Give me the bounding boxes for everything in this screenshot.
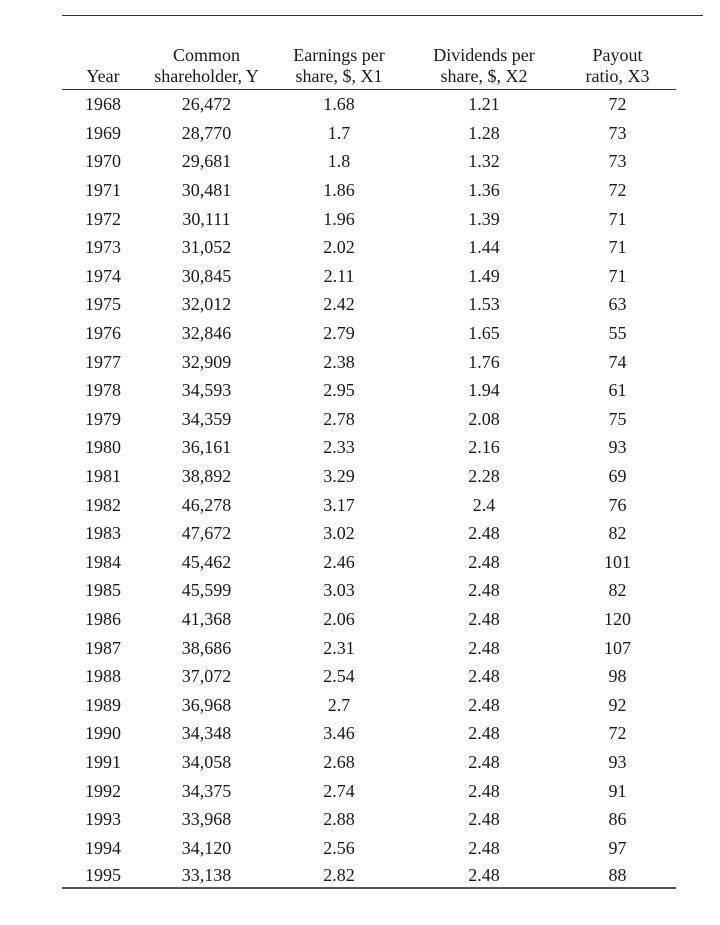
cell-common-shareholder: 47,672 [181, 523, 232, 544]
cell-earnings-per-share: 2.54 [323, 666, 355, 687]
table-row [62, 690, 676, 719]
header-dividends-per-share-line1: Dividends per [433, 45, 535, 65]
cell-common-shareholder: 34,375 [181, 780, 232, 801]
table-row [62, 605, 676, 634]
cell-year: 1978 [85, 380, 121, 401]
cell-payout-ratio: 101 [604, 551, 631, 572]
table-row [62, 147, 676, 176]
cell-dividends-per-share: 2.48 [468, 666, 500, 687]
cell-dividends-per-share: 2.48 [468, 608, 500, 629]
cell-payout-ratio: 91 [608, 780, 627, 801]
cell-payout-ratio: 74 [608, 351, 627, 372]
cell-payout-ratio: 93 [608, 751, 627, 772]
table-row [62, 90, 676, 119]
cell-earnings-per-share: 3.03 [323, 580, 355, 601]
cell-dividends-per-share: 2.48 [468, 751, 500, 772]
cell-payout-ratio: 71 [608, 208, 627, 229]
cell-dividends-per-share: 1.44 [468, 237, 500, 258]
cell-dividends-per-share: 2.48 [468, 694, 500, 715]
cell-payout-ratio: 55 [608, 323, 627, 344]
cell-payout-ratio: 73 [608, 122, 627, 143]
cell-year: 1982 [85, 494, 121, 515]
cell-common-shareholder: 28,770 [181, 122, 232, 143]
cell-common-shareholder: 38,686 [181, 637, 232, 658]
cell-earnings-per-share: 1.96 [323, 208, 355, 229]
cell-payout-ratio: 63 [608, 294, 627, 315]
cell-year: 1984 [85, 551, 121, 572]
cell-year: 1983 [85, 523, 121, 544]
table-row [62, 176, 676, 205]
cell-common-shareholder: 34,120 [181, 837, 232, 858]
header-row [62, 45, 676, 90]
table-row [62, 776, 676, 805]
cell-earnings-per-share: 2.11 [323, 265, 355, 286]
cell-payout-ratio: 72 [608, 723, 627, 744]
cell-dividends-per-share: 1.53 [468, 294, 500, 315]
cell-earnings-per-share: 1.7 [327, 122, 351, 143]
cell-common-shareholder: 30,111 [182, 208, 231, 229]
cell-payout-ratio: 69 [608, 466, 627, 487]
cell-payout-ratio: 120 [604, 608, 631, 629]
cell-dividends-per-share: 2.4 [472, 494, 496, 515]
cell-dividends-per-share: 1.65 [468, 323, 500, 344]
table-row [62, 862, 676, 888]
table-row [62, 805, 676, 834]
cell-earnings-per-share: 2.95 [323, 380, 355, 401]
cell-payout-ratio: 98 [608, 666, 627, 687]
cell-dividends-per-share: 2.48 [409, 862, 559, 888]
cell-earnings-per-share: 1.86 [323, 180, 355, 201]
table-row [62, 748, 676, 777]
cell-year: 1993 [85, 809, 121, 830]
cell-dividends-per-share: 1.76 [468, 351, 500, 372]
header-common-shareholder [144, 45, 269, 90]
table-row [62, 662, 676, 691]
cell-common-shareholder: 34,359 [181, 408, 232, 429]
table-row [62, 719, 676, 748]
cell-common-shareholder: 34,058 [181, 751, 232, 772]
cell-earnings-per-share: 2.56 [323, 837, 355, 858]
cell-dividends-per-share: 2.28 [468, 466, 500, 487]
cell-common-shareholder: 29,681 [181, 151, 232, 172]
cell-year: 1994 [85, 837, 121, 858]
cell-dividends-per-share: 2.48 [468, 780, 500, 801]
cell-earnings-per-share: 2.02 [323, 237, 355, 258]
cell-common-shareholder: 34,348 [181, 723, 232, 744]
cell-common-shareholder: 32,012 [181, 294, 232, 315]
cell-year: 1974 [85, 265, 121, 286]
cell-year: 1990 [85, 723, 121, 744]
cell-earnings-per-share: 2.7 [327, 694, 351, 715]
cell-earnings-per-share: 2.88 [323, 809, 355, 830]
cell-earnings-per-share: 2.68 [323, 751, 355, 772]
header-dividends-per-share-line2: share, $, X2 [440, 66, 528, 86]
cell-year: 1986 [85, 608, 121, 629]
cell-year: 1981 [85, 466, 121, 487]
cell-earnings-per-share: 2.78 [323, 408, 355, 429]
cell-earnings-per-share: 2.82 [269, 862, 409, 888]
cell-dividends-per-share: 2.08 [468, 408, 500, 429]
cell-year: 1976 [85, 323, 121, 344]
cell-payout-ratio: 88 [559, 862, 676, 888]
table-row [62, 233, 676, 262]
header-earnings-per-share-line2: share, $, X1 [295, 66, 383, 86]
cell-payout-ratio: 92 [608, 694, 627, 715]
cell-common-shareholder: 37,072 [181, 666, 232, 687]
table-body [62, 90, 676, 889]
cell-earnings-per-share: 3.17 [323, 494, 355, 515]
cell-dividends-per-share: 1.94 [468, 380, 500, 401]
table-row [62, 490, 676, 519]
header-payout-ratio-line1: Payout [592, 45, 643, 65]
header-year-line2: Year [86, 66, 120, 86]
cell-dividends-per-share: 1.21 [468, 94, 500, 115]
cell-earnings-per-share: 2.33 [323, 437, 355, 458]
cell-dividends-per-share: 1.49 [468, 265, 500, 286]
cell-dividends-per-share: 2.48 [468, 523, 500, 544]
cell-year: 1969 [85, 122, 121, 143]
cell-earnings-per-share: 2.74 [323, 780, 355, 801]
cell-year: 1977 [85, 351, 121, 372]
cell-common-shareholder: 34,593 [181, 380, 232, 401]
table-row [62, 519, 676, 548]
cell-common-shareholder: 41,368 [181, 608, 232, 629]
cell-earnings-per-share: 2.38 [323, 351, 355, 372]
table-row [62, 833, 676, 862]
cell-payout-ratio: 71 [608, 237, 627, 258]
cell-year: 1995 [62, 862, 144, 888]
cell-earnings-per-share: 1.8 [327, 151, 351, 172]
cell-payout-ratio: 71 [608, 265, 627, 286]
cell-payout-ratio: 72 [608, 180, 627, 201]
cell-year: 1992 [85, 780, 121, 801]
table-row [62, 119, 676, 148]
cell-common-shareholder: 26,472 [181, 94, 232, 115]
cell-payout-ratio: 72 [608, 94, 627, 115]
table-row [62, 262, 676, 291]
cell-payout-ratio: 75 [608, 408, 627, 429]
cell-common-shareholder: 33,138 [144, 862, 269, 888]
cell-year: 1980 [85, 437, 121, 458]
cell-earnings-per-share: 1.68 [323, 94, 355, 115]
cell-common-shareholder: 36,161 [181, 437, 232, 458]
cell-common-shareholder: 32,846 [181, 323, 232, 344]
header-common-shareholder-line2: shareholder, Y [154, 66, 259, 86]
cell-year: 1991 [85, 751, 121, 772]
cell-dividends-per-share: 2.48 [468, 637, 500, 658]
cell-year: 1979 [85, 408, 121, 429]
cell-dividends-per-share: 2.16 [468, 437, 500, 458]
header-year [62, 45, 144, 90]
table-row [62, 405, 676, 434]
header-payout-ratio [559, 45, 676, 90]
cell-payout-ratio: 107 [604, 637, 631, 658]
cell-dividends-per-share: 2.48 [468, 580, 500, 601]
cell-year: 1988 [85, 666, 121, 687]
table-row [62, 633, 676, 662]
cell-earnings-per-share: 2.31 [323, 637, 355, 658]
cell-payout-ratio: 76 [608, 494, 627, 515]
cell-dividends-per-share: 2.48 [468, 809, 500, 830]
table-row [62, 548, 676, 577]
top-rule [62, 15, 703, 16]
cell-dividends-per-share: 1.36 [468, 180, 500, 201]
table-row [62, 576, 676, 605]
cell-year: 1968 [85, 94, 121, 115]
header-earnings-per-share-line1: Earnings per [293, 45, 385, 65]
cell-dividends-per-share: 2.48 [468, 551, 500, 572]
table-row [62, 290, 676, 319]
cell-common-shareholder: 32,909 [181, 351, 232, 372]
cell-common-shareholder: 45,462 [181, 551, 232, 572]
cell-payout-ratio: 61 [608, 380, 627, 401]
cell-year: 1970 [85, 151, 121, 172]
table-row [62, 376, 676, 405]
cell-dividends-per-share: 1.28 [468, 122, 500, 143]
cell-payout-ratio: 73 [608, 151, 627, 172]
cell-year: 1972 [85, 208, 121, 229]
cell-common-shareholder: 45,599 [181, 580, 232, 601]
cell-year: 1971 [85, 180, 121, 201]
cell-earnings-per-share: 2.06 [323, 608, 355, 629]
table-row [62, 347, 676, 376]
cell-earnings-per-share: 2.79 [323, 323, 355, 344]
cell-year: 1989 [85, 694, 121, 715]
cell-dividends-per-share: 2.48 [468, 723, 500, 744]
cell-common-shareholder: 30,845 [181, 265, 232, 286]
cell-common-shareholder: 30,481 [181, 180, 232, 201]
cell-common-shareholder: 33,968 [181, 809, 232, 830]
cell-payout-ratio: 86 [608, 809, 627, 830]
cell-year: 1985 [85, 580, 121, 601]
cell-year: 1987 [85, 637, 121, 658]
cell-earnings-per-share: 2.46 [323, 551, 355, 572]
cell-dividends-per-share: 2.48 [468, 837, 500, 858]
table-row [62, 204, 676, 233]
table-row [62, 462, 676, 491]
cell-earnings-per-share: 3.29 [323, 466, 355, 487]
cell-dividends-per-share: 1.39 [468, 208, 500, 229]
cell-common-shareholder: 31,052 [181, 237, 232, 258]
cell-year: 1973 [85, 237, 121, 258]
table-row [62, 433, 676, 462]
cell-payout-ratio: 97 [608, 837, 627, 858]
cell-payout-ratio: 82 [608, 523, 627, 544]
data-table [62, 45, 676, 889]
header-common-shareholder-line1: Common [172, 45, 240, 65]
cell-payout-ratio: 93 [608, 437, 627, 458]
cell-earnings-per-share: 3.02 [323, 523, 355, 544]
cell-common-shareholder: 36,968 [181, 694, 232, 715]
cell-earnings-per-share: 2.42 [323, 294, 355, 315]
cell-dividends-per-share: 1.32 [468, 151, 500, 172]
header-dividends-per-share [409, 45, 559, 90]
table-row [62, 319, 676, 348]
header-earnings-per-share [269, 45, 409, 90]
cell-payout-ratio: 82 [608, 580, 627, 601]
header-payout-ratio-line2: ratio, X3 [585, 66, 650, 86]
cell-year: 1975 [85, 294, 121, 315]
cell-earnings-per-share: 3.46 [323, 723, 355, 744]
cell-common-shareholder: 46,278 [181, 494, 232, 515]
cell-common-shareholder: 38,892 [181, 466, 232, 487]
